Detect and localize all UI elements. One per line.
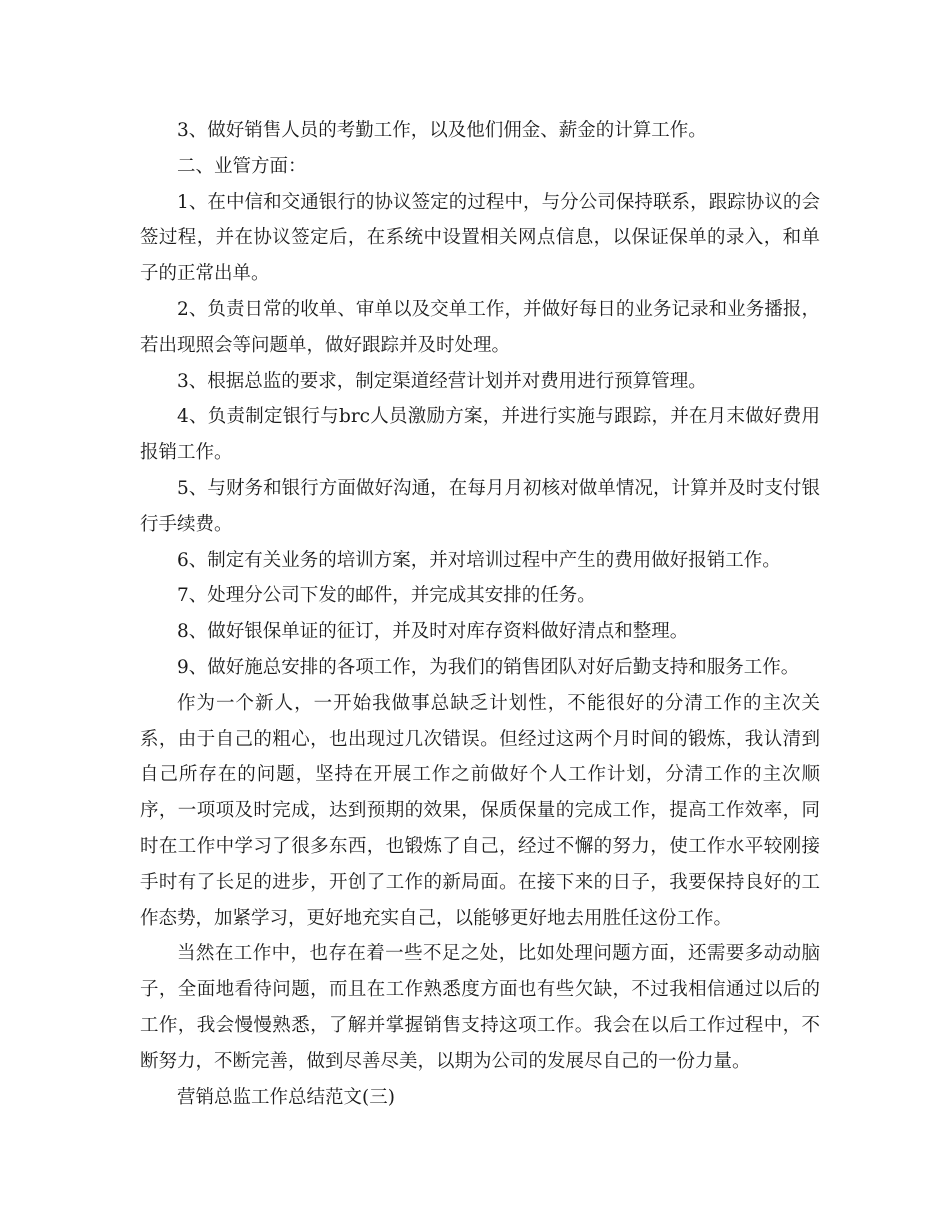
paragraph-11: 9、做好施总安排的各项工作，为我们的销售团队对好后勤支持和服务工作。: [177, 656, 800, 678]
section-heading-title: 营销总监工作总结范文(三): [177, 1086, 395, 1108]
paragraph-9: 7、处理分公司下发的邮件，并完成其安排的任务。: [177, 585, 596, 607]
document-body: [140, 113, 820, 1115]
paragraph-1: 3、做好销售人员的考勤工作，以及他们佣金、薪金的计算工作。: [177, 120, 707, 141]
paragraph-3: 1、在中信和交通银行的协议签定的过程中，与分公司保持联系，跟踪协议的会签过程，并在协议签定后，在系统中设置相关网点信息，以保证保单的录入，和单子的正常出单。: [140, 191, 820, 285]
paragraph-8: 6、制定有关业务的培训方案，并对培训过程中产生的费用做好报销工作。: [177, 549, 781, 571]
paragraph-4: 2、负责日常的收单、审单以及交单工作，并做好每日的业务记录和业务播报，若出现照会等问题单，做好跟踪并及时处理。: [140, 298, 820, 356]
paragraph-12: 作为一个新人，一开始我做事总缺乏计划性，不能很好的分清工作的主次关系，由于自己的粗心，也出现过几次错误。但经过这两个月时间的锻炼，我认清到自己所存在的问题，坚持在开展工作之前做好个人工作计划，分清工作的主次顺序，一项项及时完成，达到预期的效果，保质保量的完成工作，提高工作效率，同时在工作中学习了很多东西，也锻炼了自己，经过不懈的努力，使工作水平较刚接手时有了长足的进步，开创了工作的新局面。在接下来的日子，我要保持良好的工作态势，加紧学习，更好地充实自己，以能够更好地去用胜任这份工作。: [140, 692, 820, 929]
paragraph-7: 5、与财务和银行方面做好沟通，在每月月初核对做单情况，计算并及时支付银行手续费。: [140, 477, 820, 535]
paragraph-5: 3、根据总监的要求，制定渠道经营计划并对费用进行预算管理。: [177, 370, 707, 392]
section-heading-business-management: 二、业管方面：: [177, 155, 307, 177]
paragraph-13: 当然在工作中，也存在着一些不足之处，比如处理问题方面，还需要多动动脑子，全面地看待问题，而且在工作熟悉度方面也有些欠缺，不过我相信通过以后的工作，我会慢慢熟悉，了解并掌握销售支持这项工作。我会在以后工作过程中，不断努力，不断完善，做到尽善尽美，以期为公司的发展尽自己的一份力量。: [140, 943, 820, 1072]
paragraph-10: 8、做好银保单证的征订，并及时对库存资料做好清点和整理。: [177, 621, 689, 643]
paragraph-6: 4、负责制定银行与brc人员激励方案，并进行实施与跟踪，并在月末做好费用报销工作。: [140, 406, 820, 464]
